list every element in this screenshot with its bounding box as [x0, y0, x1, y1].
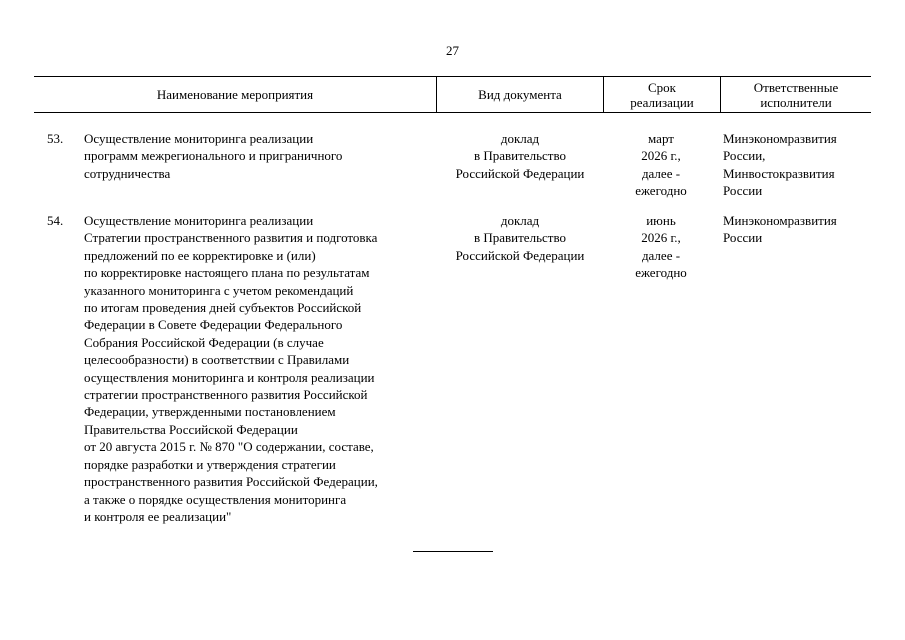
term-line: 2026 г., [641, 148, 681, 164]
implementation-term [604, 130, 718, 200]
responsible-line: России [723, 183, 763, 199]
responsible-executors [723, 130, 873, 200]
header-name: Наименование мероприятия [156, 87, 314, 102]
event-name-line: Правительства Российской Федерации [84, 421, 298, 437]
event-name-line: Собрания Российской Федерации (в случае [84, 334, 324, 350]
document-type-line: в Правительство [473, 148, 566, 164]
event-name [84, 130, 434, 182]
event-name-line: Осуществление мониторинга реализации [84, 131, 314, 146]
event-name-line: Осуществление мониторинга реализации [84, 213, 314, 228]
event-name-line: по корректировке настоящего плана по результатам [84, 265, 370, 281]
event-name-line: сотрудничества [84, 165, 171, 181]
responsible-line: России, [723, 148, 766, 164]
document-type [436, 130, 604, 182]
event-name-line: и контроля ее реализации" [84, 508, 232, 524]
event-name-line: целесообразности) в соответствии с Правилами [84, 352, 350, 368]
event-name-line: а также о порядке осуществления мониторинга [84, 491, 347, 507]
event-name-line: указанного мониторинга с учетом рекомендаций [84, 282, 354, 298]
document-type [436, 212, 604, 264]
implementation-term [604, 212, 718, 282]
row-number: 53. [47, 131, 64, 146]
term-line: март [648, 131, 674, 146]
event-name-line: от 20 августа 2015 г. № 870 "О содержании, составе, [84, 439, 374, 455]
event-name-line: Стратегии пространственного развития и подготовка [84, 230, 378, 246]
event-name-line: Федерации в Совете Федерации Федерального [84, 317, 343, 333]
row-number: 54. [47, 213, 64, 228]
header-term-line: реализации [630, 94, 694, 110]
event-name-line: стратегии пространственного развития Российской [84, 387, 368, 403]
header-term-line: Срок [648, 79, 676, 95]
responsible-line: России [723, 230, 763, 246]
document-type-line: Российской Федерации [455, 247, 585, 263]
responsible-line: Минэкономразвития [723, 213, 837, 228]
term-line: далее - [641, 247, 681, 263]
header-responsible-line: Ответственные [753, 79, 839, 95]
responsible-line: Минэкономразвития [723, 131, 837, 146]
responsible-executors [723, 212, 873, 247]
term-line: далее - [641, 165, 681, 181]
document-type-line: в Правительство [473, 230, 566, 246]
document-type-line: доклад [500, 131, 540, 146]
event-name-line: осуществления мониторинга и контроля реализации [84, 369, 375, 385]
table-header [34, 76, 871, 113]
header-term [604, 77, 720, 112]
responsible-line: Минвостокразвития [723, 165, 835, 181]
header-responsible [721, 77, 871, 112]
end-of-table-rule [413, 551, 493, 552]
event-name-line: предложений по ее корректировке и (или) [84, 247, 316, 263]
page-number: 27 [446, 43, 459, 58]
term-line: ежегодно [635, 265, 687, 281]
event-name-line: по итогам проведения дней субъектов Российской [84, 300, 362, 316]
document-type-line: Российской Федерации [455, 165, 585, 181]
event-name [84, 212, 434, 525]
event-name-line: порядке разработки и утверждения стратегии [84, 456, 336, 472]
term-line: июнь [646, 213, 676, 228]
event-name-line: пространственного развития Российской Федерации, [84, 474, 378, 490]
header-doc-type: Вид документа [478, 87, 562, 102]
event-name-line: Федерации, утвержденными постановлением [84, 404, 336, 420]
term-line: 2026 г., [641, 230, 681, 246]
term-line: ежегодно [635, 183, 687, 199]
document-type-line: доклад [500, 213, 540, 228]
event-name-line: программ межрегионального и приграничного [84, 148, 343, 164]
header-responsible-line: исполнители [760, 94, 832, 110]
